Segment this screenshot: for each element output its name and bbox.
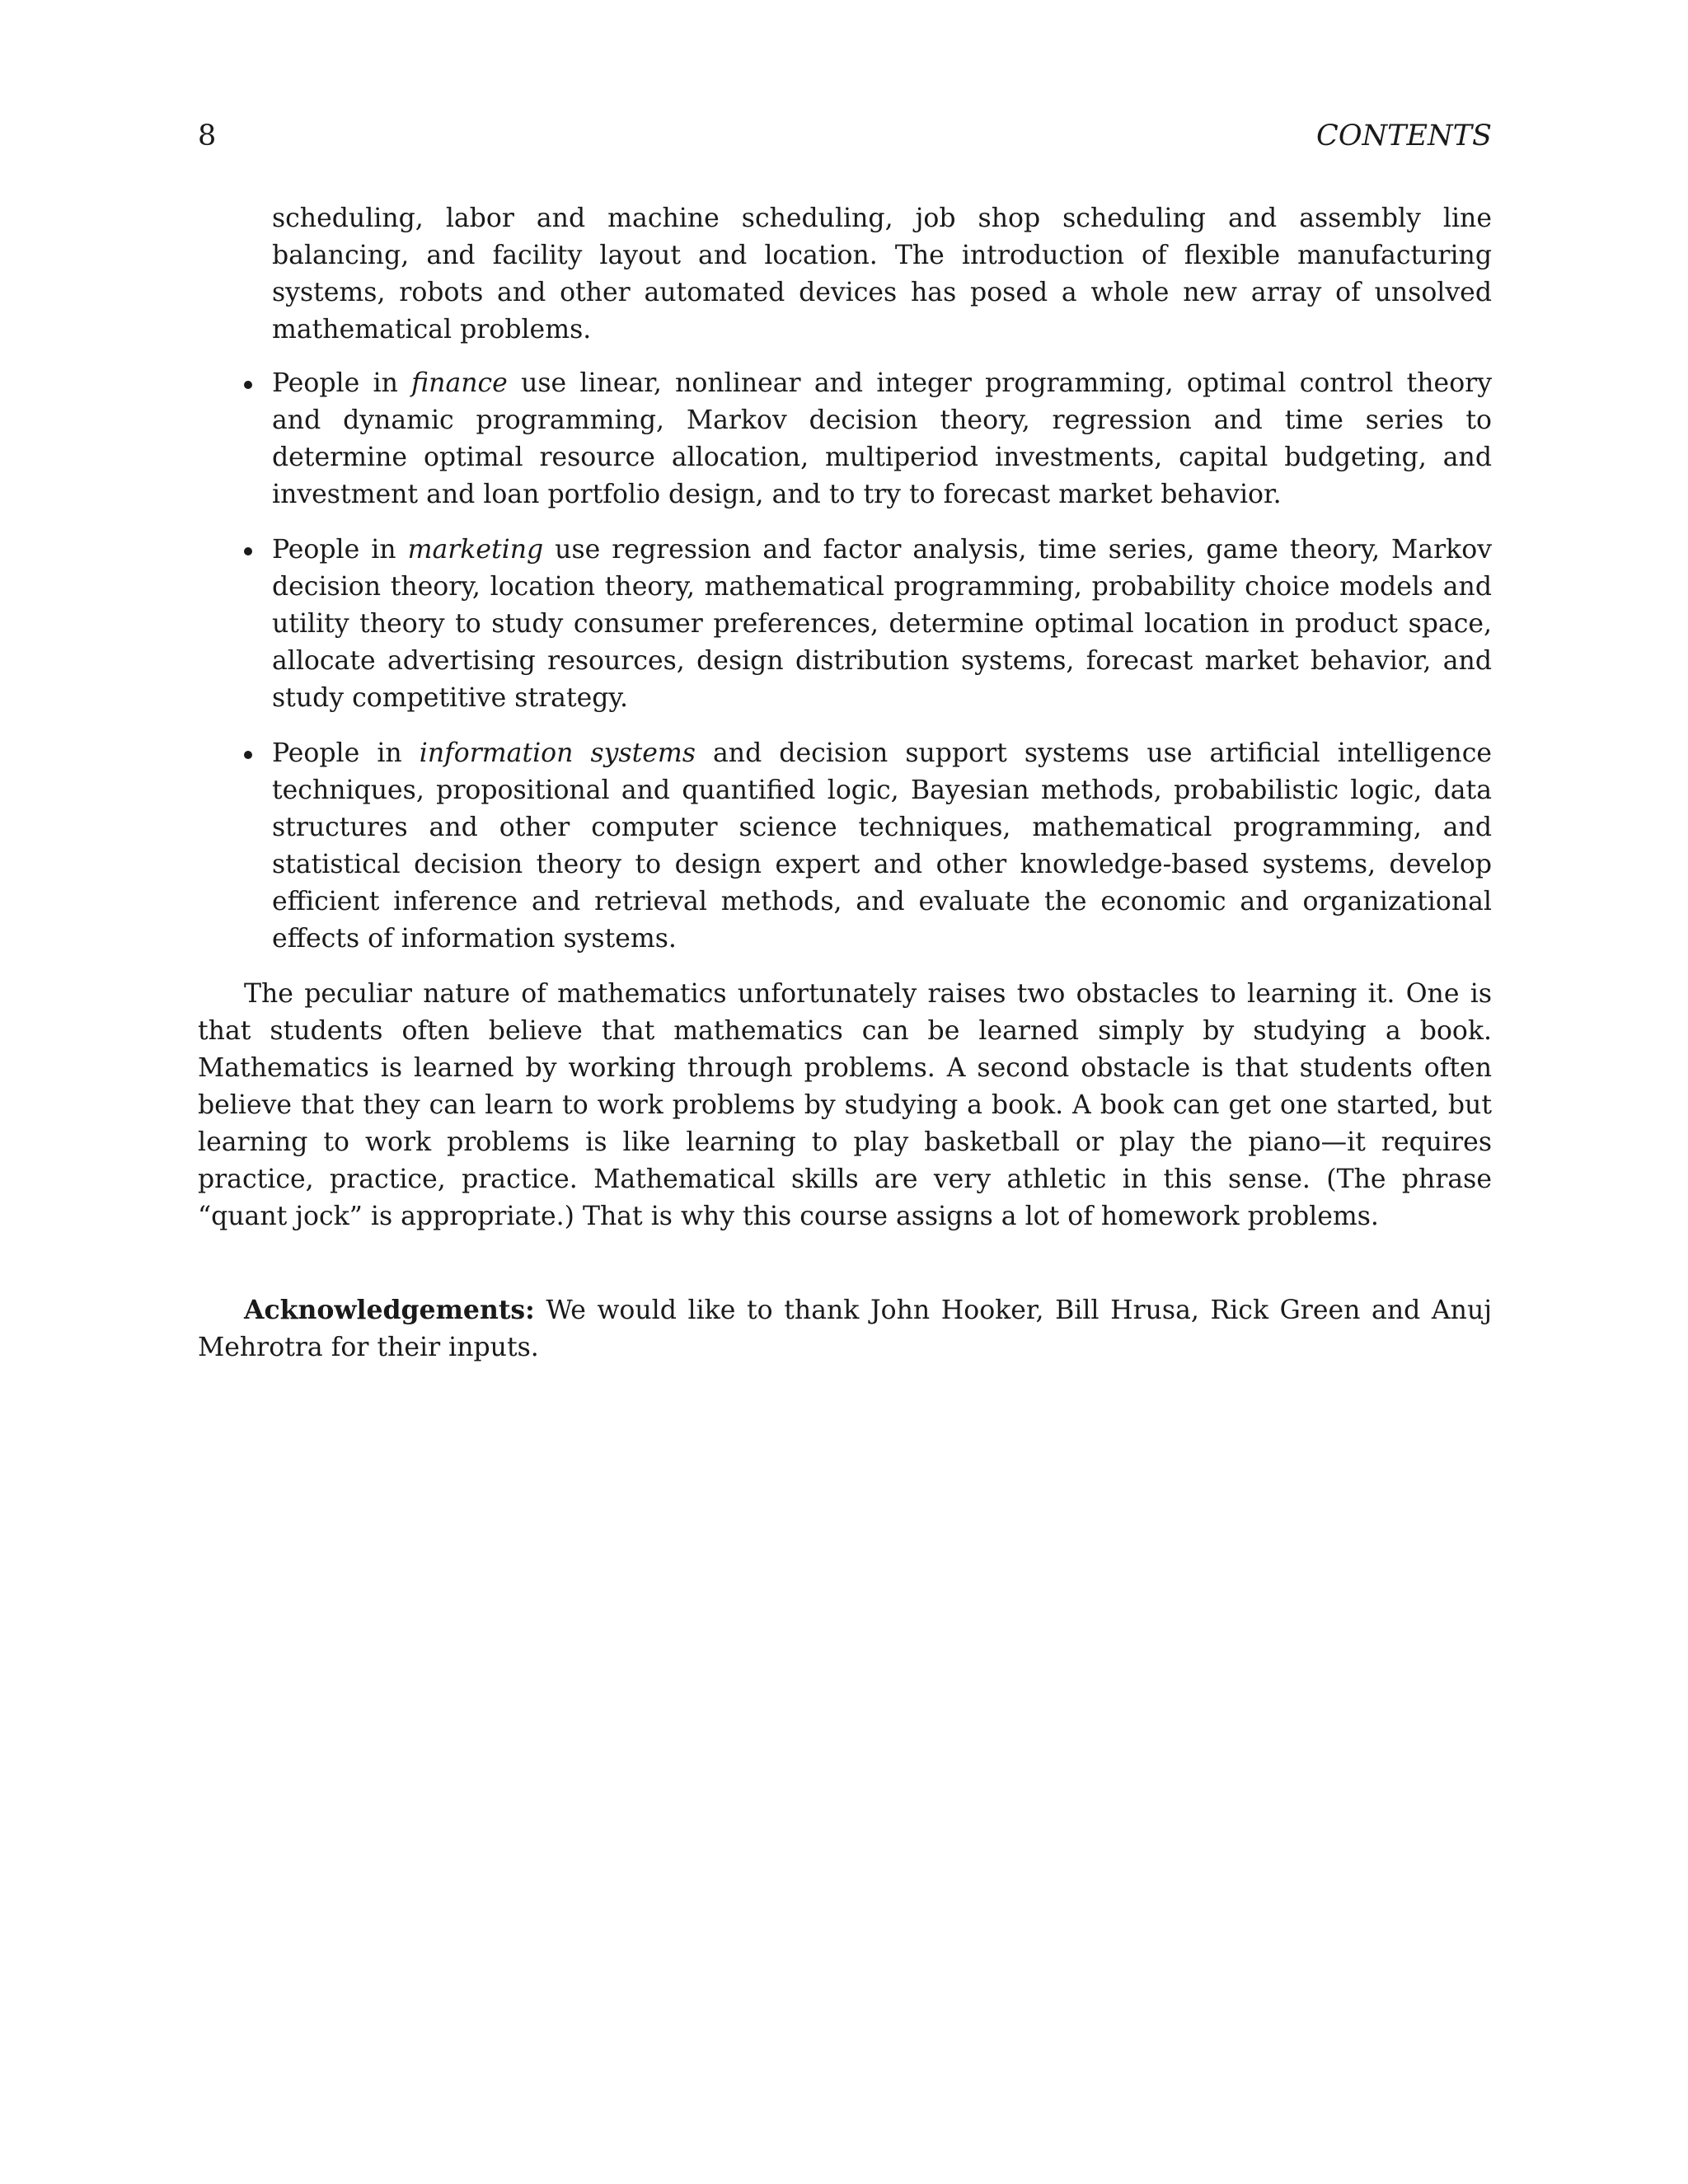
bullet-field-term: information systems [419,738,696,768]
running-head [198,117,1492,155]
continued-bullet-text: scheduling, labor and machine scheduling, job shop scheduling and assembly line balancing, and facility layout and location. The introduction of flexible manufacturing systems, robots and other automated devices has posed a whole new array of unsolved mathematical problems. [272,204,1492,344]
bullet-body: use regression and factor analysis, time series, game theory, Markov decision theory, location theory, mathematical programming, probability choice models and utility theory to study consumer preferences, determine optimal location in product space, allocate advertising resources, design distribution systems, forecast market behavior, and study competitive strategy. [272,535,1492,713]
bullet-list [198,365,1492,958]
bullet-lead: People in [272,738,420,768]
main-text [198,200,1492,1366]
body-paragraph: The peculiar nature of mathematics unfortunately raises two obstacles to learning it. One is that students often believe that mathematics can be learned simply by studying a book. Mathematics is learned by working through problems. A second obstacle is that students often believe that they can learn to work problems by studying a book. A book can get one started, but learning to work problems is like learning to play basketball or play the piano—it requires practice, practice, practice. Mathematical skills are very athletic in this sense. (The phrase “quant jock” is appropriate.) That is why this course assigns a lot of homework problems. [198,979,1492,1231]
bullet-lead: People in [272,535,408,565]
bullet-item-marketing [198,532,1492,717]
acknowledgements-paragraph [198,1291,1492,1366]
bullet-field-term: finance [411,368,508,398]
bullet-body: use linear, nonlinear and integer programming, optimal control theory and dynamic programming, Markov decision theory, regression and time series to determine optimal resource allocation, multiperiod investments, capital budgeting, and investment and loan portfolio design, and to try to forecast market behavior. [272,368,1493,509]
page-number: 8 [198,120,217,152]
acknowledgements-label: Acknowledgements: [244,1295,535,1325]
bullet-item-finance [198,365,1492,513]
acknowledgements-text: We would like to thank John Hooker, Bill Hrusa, Rick Green and Anuj Mehrotra for their inputs. [198,1296,1492,1362]
bullet-item-information-systems [198,735,1492,958]
bullet-field-term: marketing [407,535,544,565]
bullet-body: and decision support systems use artificial intelligence techniques, propositional and quantified logic, Bayesian methods, probabilistic logic, data structures and other computer science techniques, mathematical programming, and statistical decision theory to design expert and other knowledge-based systems, develop efficient inference and retrieval methods, and evaluate the economic and organizational effects of information systems. [272,738,1493,954]
bullet-lead: People in [272,368,412,398]
running-head-title: CONTENTS [1316,120,1492,152]
